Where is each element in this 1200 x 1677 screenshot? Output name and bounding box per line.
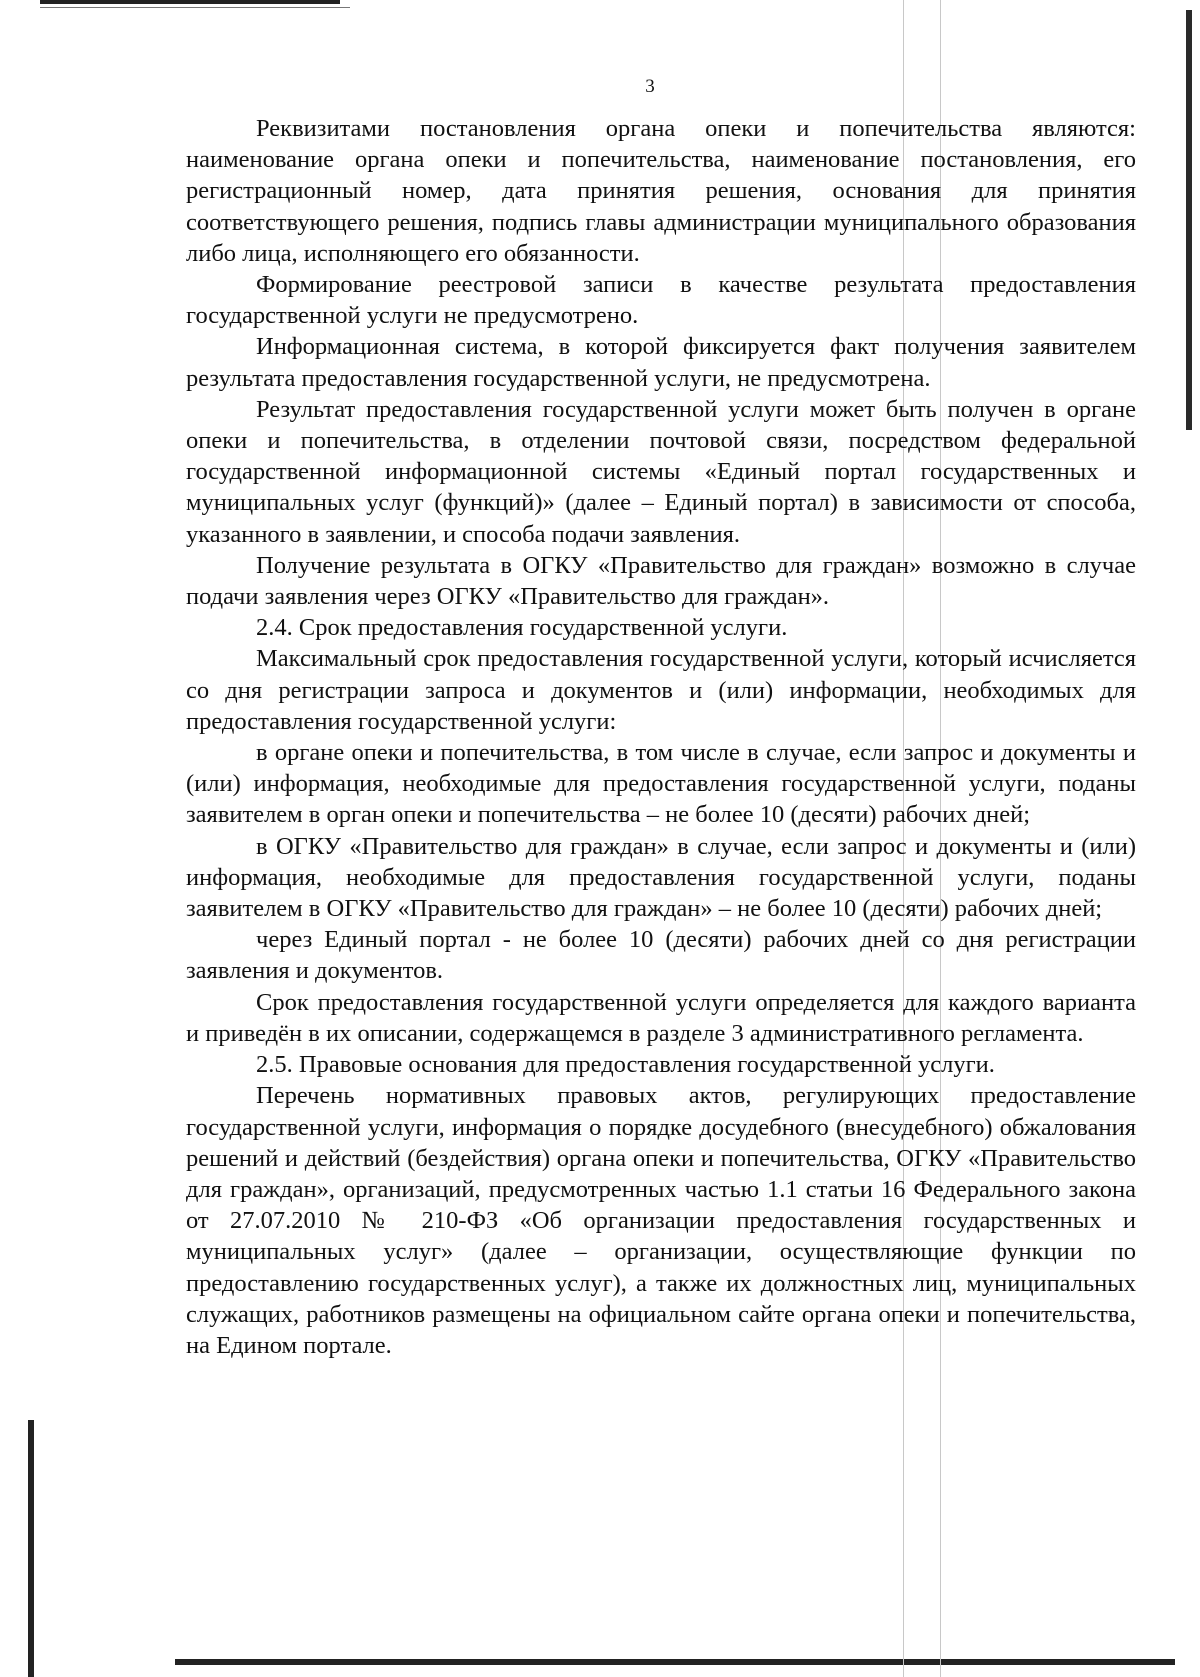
section-heading-2-5: 2.5. Правовые основания для предоставления государственной услуги. <box>256 1051 995 1079</box>
paragraph-ogku-result: Получение результата в ОГКУ «Правительство для граждан» возможно в случае подачи заявления через ОГКУ «Правительство для граждан». <box>186 551 1136 611</box>
scan-edge-left <box>28 1420 34 1677</box>
paragraph-result-delivery: Результат предоставления государственной услуги может быть получен в органе опеки и попечительства, в отделении почтовой связи, посредством федеральной государственной информационной системы «Единый портал государственных и муниципальных услуг (функций)» (далее – Единый портал) в зависимости от способа, указанного в заявлении, и способа подачи заявления. <box>186 395 1136 548</box>
paragraph-max-term: Максимальный срок предоставления государственной услуги, который исчисляется со дня регистрации запроса и документов и (или) информации, необходимых для предоставления государственной услуги: <box>186 645 1136 735</box>
section-heading-2-4: 2.4. Срок предоставления государственной услуги. <box>256 614 788 642</box>
paragraph-term-ogku: в ОГКУ «Правительство для граждан» в случае, если запрос и документы и (или) информация, необходимые для предоставления государственной услуги, поданы заявителем в ОГКУ «Правительство для граждан» – не более 10 (десяти) рабочих дней; <box>186 832 1136 923</box>
paragraph-term-portal: через Единый портал - не более 10 (десяти) рабочих дней со дня регистрации заявления и документов. <box>186 926 1136 985</box>
scan-edge-bottom <box>175 1659 1175 1665</box>
paragraph-term-variants: Срок предоставления государственной услуги определяется для каждого варианта и приведён в их описании, содержащемся в разделе 3 административного регламента. <box>186 988 1136 1047</box>
scan-edge-top <box>40 0 340 4</box>
paragraph-term-guardianship: в органе опеки и попечительства, в том числе в случае, если запрос и документы и (или) информация, необходимые для предоставления государственной услуги, поданы заявителем в орган опеки и попечительства – не более 10 (десяти) рабочих дней; <box>186 739 1136 829</box>
page-number: 3 <box>645 76 655 97</box>
paragraph-requisites: Реквизитами постановления органа опеки и попечительства являются: наименование органа опеки и попечительства, наименование постановления, его регистрационный номер, дата принятия решения, основания для принятия соответствующего решения, подпись главы администрации муниципального образования либо лица, исполняющего его обязанности. <box>186 115 1136 267</box>
scan-edge-right <box>1186 10 1192 430</box>
paragraph-registry-record: Формирование реестровой записи в качестве результата предоставления государственной услуги не предусмотрено. <box>186 271 1136 330</box>
paragraph-information-system: Информационная система, в которой фиксируется факт получения заявителем результата предоставления государственной услуги, не предусмотрена. <box>186 333 1136 392</box>
scan-edge-top-thin <box>40 7 350 8</box>
document-body <box>186 113 1136 1361</box>
paragraph-legal-acts: Перечень нормативных правовых актов, регулирующих предоставление государственной услуги, информация о порядке досудебного (внесудебного) обжалования решений и действий (бездействия) органа опеки и попечительства, ОГКУ «Правительство для граждан», организаций, предусмотренных частью 1.1 статьи 16 Федерального закона от 27.07.2010 № 210-ФЗ «Об организации предоставления государственных и муниципальных услуг» (далее – организации, осуществляющие функции по предоставлению государственных услуг), а также их должностных лиц, муниципальных служащих, работников размещены на официальном сайте органа опеки и попечительства, на Едином портале. <box>186 1082 1136 1359</box>
